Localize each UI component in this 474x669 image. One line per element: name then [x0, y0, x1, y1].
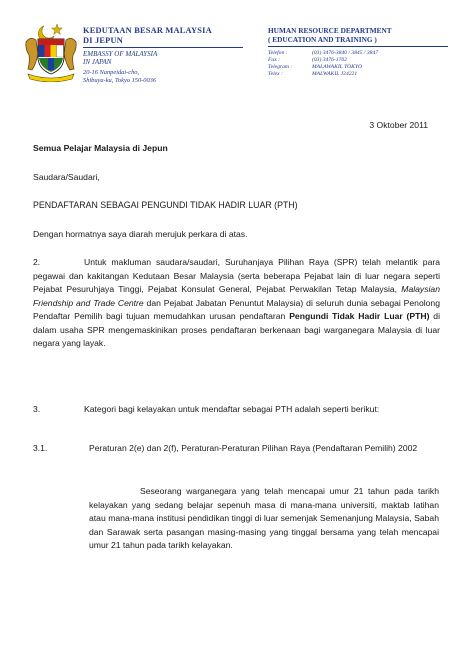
paragraph-text: dan Pejabat Jabatan Penuntut Malaysia) di seluruh dunia sebagai Penolong Pendaftar Pemilih bagi tujuan memudahkan urusan pendaftaran [33, 297, 440, 321]
contact-label: Telex : [268, 71, 283, 77]
paragraph-text: Kategori bagi kelayakan untuk mendaftar sebagai PTH adalah seperti berikut: [84, 404, 380, 414]
embassy-location: DI JEPUN [83, 35, 123, 45]
letter-heading: PENDAFTARAN SEBAGAI PENGUNDI TIDAK HADIR LUAR (PTH) [33, 200, 298, 210]
contact-value: (03) 3476-3840 / 3845 / 3847 [312, 50, 379, 56]
subsection-text [89, 485, 439, 553]
paragraph-text: Untuk makluman saudara/saudari, Suruhanjaya Pilihan Raya (SPR) telah melantik para pegawai dan kakitangan Kedutaan Besar Malaysia (serta beberapa Pejabat lain di luar negara seperti Pejabat Pesuruhjaya Tinggi, Pejabat Konsulat General, Pejabat Perwakilan Tetap Malaysia, [33, 257, 440, 294]
subsection-title: Peraturan 2(e) dan 2(f), Peraturan-Peraturan Pilihan Raya (Pendaftaran Pemilih) 2002 [89, 443, 418, 453]
contact-value: (03) 3476-1702 [312, 57, 347, 63]
divider [83, 47, 243, 48]
embassy-name: KEDUTAAN BESAR MALAYSIA [83, 26, 212, 35]
opening-sentence: Dengan hormatnya saya diarah merujuk perkara di atas. [33, 229, 248, 239]
address-line-2: Shibuya-ku, Tokyo 150-0036 [83, 77, 157, 84]
embassy-english-name: EMBASSY OF MALAYSIA [83, 50, 158, 58]
contact-row [268, 64, 458, 71]
letter-date: 3 Oktober 2011 [369, 120, 428, 130]
department-subtitle: ( EDUCATION AND TRAINING ) [268, 35, 377, 44]
paragraph-text-bold: Pengundi Tidak Hadir Luar (PTH) [289, 311, 430, 321]
letterhead-left [83, 26, 253, 85]
paragraph-text-italic: Malaysian Friendship and Trade Centre [33, 284, 440, 308]
contact-row [268, 71, 458, 78]
contact-value: MALWAKIL J24221 [312, 71, 358, 77]
address-line-1: 20-16 Nanpeidai-cho, [83, 69, 140, 76]
paragraph-2 [33, 256, 440, 351]
salutation: Saudara/Saudari, [33, 172, 100, 182]
department-name: HUMAN RESOURCE DEPARTMENT [268, 26, 392, 35]
divider [268, 46, 448, 47]
contact-row [268, 57, 458, 64]
paragraph-number: 3. [33, 404, 41, 414]
contact-label: Telefon : [268, 50, 288, 56]
coat-of-arms-icon [20, 20, 82, 82]
contact-value: MALAWAKIL TOKYO [312, 64, 363, 70]
paragraph-3 [33, 403, 440, 417]
contact-row [268, 50, 458, 57]
contact-label: Telegram : [268, 64, 293, 70]
embassy-english-location: IN JAPAN [83, 58, 112, 66]
subsection-number: 3.1. [33, 443, 48, 453]
paragraph-text: di dalam usaha SPR mengemaskinikan proses pendaftaran berkenaan bagi warganegara Malaysia di luar negara yang layak. [33, 311, 440, 348]
recipient: Semua Pelajar Malaysia di Jepun [33, 143, 168, 153]
subsection-body: Seseorang warganegara yang telah mencapai umur 21 tahun pada tarikh kelayakan yang sedang belajar sepenuh masa di mana-mana universiti, maktab latihan atau mana-mana institusi pendidikan tinggi di luar semenjak Semenanjung Malaysia, Sabah dan Sarawak serta pasangan masing-masing yang tinggal bersama yang telah mencapai umur 21 tahun pada tarikh kelayakan. [89, 486, 439, 550]
letterhead-right [268, 26, 458, 78]
paragraph-number: 2. [33, 257, 41, 267]
contact-label: Fax : [268, 57, 280, 63]
